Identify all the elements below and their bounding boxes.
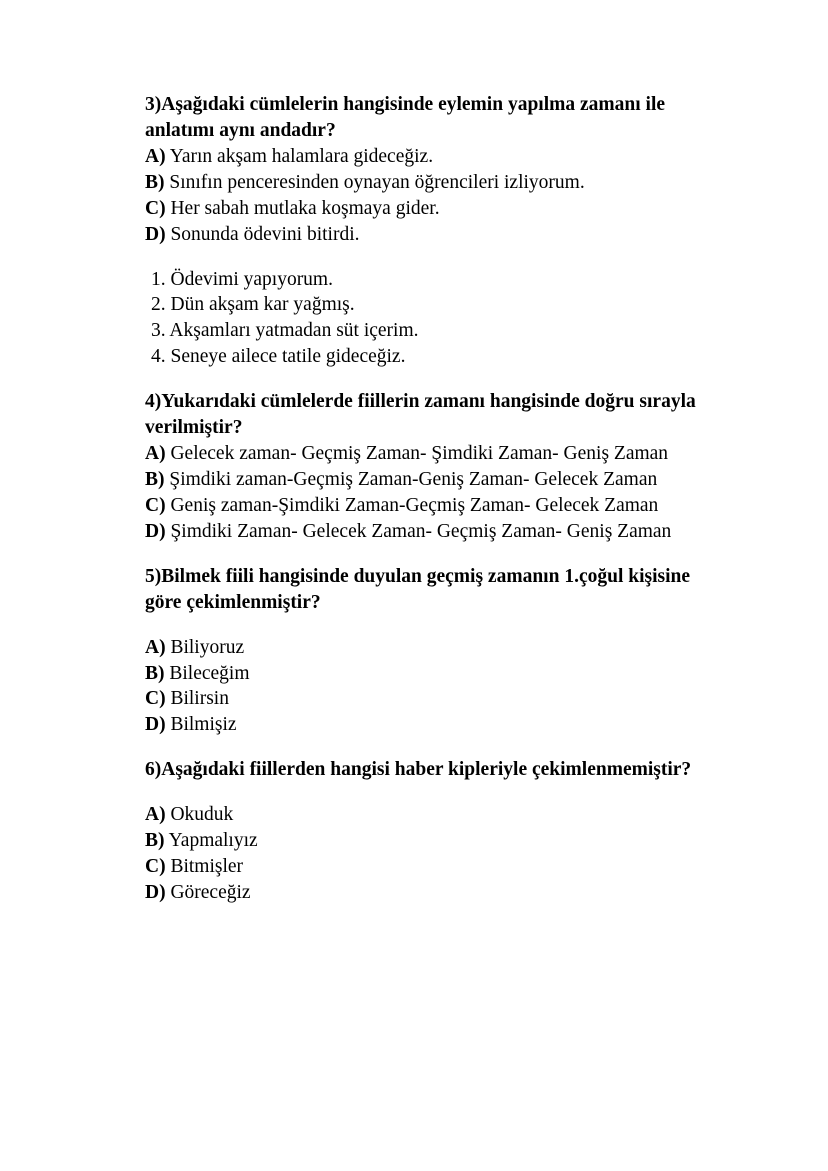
question-6-option[interactable] [145, 880, 716, 906]
question-3-option[interactable] [145, 222, 716, 248]
question-6 [145, 757, 716, 906]
question-5-stem: 5)Bilmek fiili hangisinde duyulan geçmiş zamanın 1.çoğul kişisine göre çekimlenmiştir? [145, 565, 691, 613]
vertical-gap [145, 738, 716, 757]
option-letter: D) [145, 881, 166, 903]
vertical-gap [145, 783, 716, 802]
question-4-option[interactable] [145, 493, 716, 519]
option-text: Gelecek zaman- Geçmiş Zaman- Şimdiki Zaman- Geniş Zaman [170, 443, 669, 465]
option-letter: B) [145, 171, 165, 193]
option-text: Şimdiki Zaman- Gelecek Zaman- Geçmiş Zaman- Geniş Zaman [170, 520, 672, 542]
option-text: Her sabah mutlaka koşmaya gider. [170, 197, 440, 219]
question-3 [145, 92, 716, 248]
option-text: Yarın akşam halamlara gideceğiz. [169, 145, 434, 167]
option-text: Yapmalıyız [168, 830, 258, 852]
list-item: 1. Ödevimi yapıyorum. [151, 268, 333, 290]
sentence-list [145, 267, 716, 371]
option-letter: C) [145, 856, 166, 878]
question-3-stem: 3)Aşağıdaki cümlelerin hangisinde eylemin yapılma zamanı ile anlatımı aynı andadır? [145, 94, 666, 141]
option-letter: A) [145, 636, 166, 658]
question-3-option[interactable] [145, 144, 716, 170]
option-text: Bilmişiz [170, 714, 237, 736]
option-text: Bitmişler [170, 856, 244, 878]
option-text: Göreceğiz [170, 881, 251, 903]
option-text: Biliyoruz [170, 636, 245, 658]
option-letter: A) [145, 443, 166, 465]
question-5 [145, 564, 716, 739]
question-5-option[interactable] [145, 712, 716, 738]
option-letter: B) [145, 468, 165, 490]
option-text: Geniş zaman-Şimdiki Zaman-Geçmiş Zaman- Gelecek Zaman [170, 494, 659, 516]
option-letter: B) [145, 662, 165, 684]
option-letter: A) [145, 804, 166, 826]
option-text: Okuduk [170, 804, 234, 826]
option-letter: C) [145, 688, 166, 710]
question-3-option[interactable] [145, 196, 716, 222]
option-letter: D) [145, 223, 166, 245]
option-text: Bileceğim [169, 662, 250, 684]
question-4-option[interactable] [145, 519, 716, 545]
option-letter: C) [145, 494, 166, 516]
question-4-stem: 4)Yukarıdaki cümlelerde fiillerin zamanı hangisinde doğru sırayla verilmiştir? [145, 391, 696, 439]
question-4-option[interactable] [145, 441, 716, 467]
question-6-option[interactable] [145, 828, 716, 854]
vertical-gap [145, 370, 716, 389]
vertical-gap [145, 545, 716, 564]
option-letter: B) [145, 830, 165, 852]
vertical-gap [145, 616, 716, 635]
question-6-option[interactable] [145, 854, 716, 880]
vertical-gap [145, 248, 716, 267]
option-text: Şimdiki zaman-Geçmiş Zaman-Geniş Zaman- Gelecek Zaman [169, 468, 658, 490]
question-5-option[interactable] [145, 661, 716, 687]
list-item: 2. Dün akşam kar yağmış. [151, 294, 355, 316]
option-letter: A) [145, 145, 166, 167]
question-3-option[interactable] [145, 170, 716, 196]
question-6-option[interactable] [145, 802, 716, 828]
question-6-stem: 6)Aşağıdaki fiillerden hangisi haber kipleriyle çekimlenmemiştir? [145, 759, 692, 781]
option-letter: D) [145, 714, 166, 736]
option-letter: C) [145, 197, 166, 219]
document-body [145, 92, 716, 906]
question-4 [145, 389, 716, 545]
question-4-option[interactable] [145, 467, 716, 493]
option-text: Bilirsin [170, 688, 229, 710]
question-5-option[interactable] [145, 635, 716, 661]
list-item: 4. Seneye ailece tatile gideceğiz. [151, 346, 406, 368]
list-item: 3. Akşamları yatmadan süt içerim. [151, 320, 419, 342]
option-letter: D) [145, 520, 166, 542]
question-5-option[interactable] [145, 686, 716, 712]
option-text: Sınıfın penceresinden oynayan öğrencileri izliyorum. [169, 171, 585, 193]
option-text: Sonunda ödevini bitirdi. [170, 223, 360, 245]
